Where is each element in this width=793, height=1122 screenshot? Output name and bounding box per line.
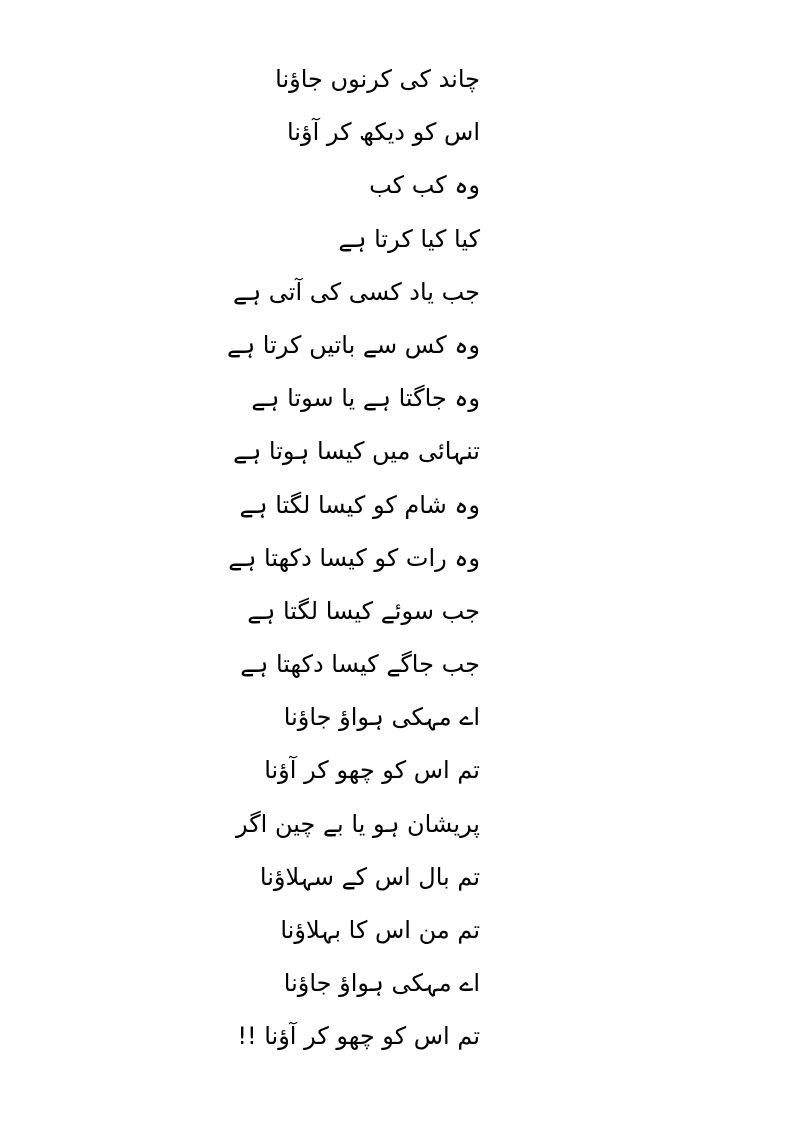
poem-line: وہ شام کو کیسا لگتا ہے <box>239 490 480 519</box>
poem-line: اس کو دیکھ کر آؤنا <box>286 118 480 147</box>
poem-line: چاند کی کرنوں جاؤنا <box>275 65 480 93</box>
poem-line: وہ رات کو کیسا دکھتا ہے <box>228 543 480 572</box>
poem-line: تنہائی میں کیسا ہوتا ہے <box>233 437 480 466</box>
poem-line: وہ کب کب <box>369 171 480 200</box>
poem-line: تم من اس کا بہلاؤنا <box>280 916 480 944</box>
poem-line: اے مہکی ہواؤ جاؤنا <box>283 703 480 732</box>
poem-line: پریشان ہو یا بے چین اگر <box>236 809 480 838</box>
poem <box>220 56 480 1067</box>
poem-line: تم اس کو چھو کر آؤنا !! <box>237 1022 480 1051</box>
poem-line: تم بال اس کے سہلاؤنا <box>259 862 480 891</box>
poem-line: وہ کس سے باتیں کرتا ہے <box>227 330 480 359</box>
poem-line: جب یاد کسی کی آتی ہے <box>233 277 480 306</box>
poem-line: جب سوئے کیسا لگتا ہے <box>247 596 480 625</box>
poem-line: وہ جاگتا ہے یا سوتا ہے <box>251 384 480 413</box>
poem-line: اے مہکی ہواؤ جاؤنا <box>283 969 480 998</box>
poem-line: جب جاگے کیسا دکھتا ہے <box>240 650 480 679</box>
poem-line: تم اس کو چھو کر آؤنا <box>264 756 480 785</box>
poem-line: کیا کیا کرتا ہے <box>338 224 480 253</box>
